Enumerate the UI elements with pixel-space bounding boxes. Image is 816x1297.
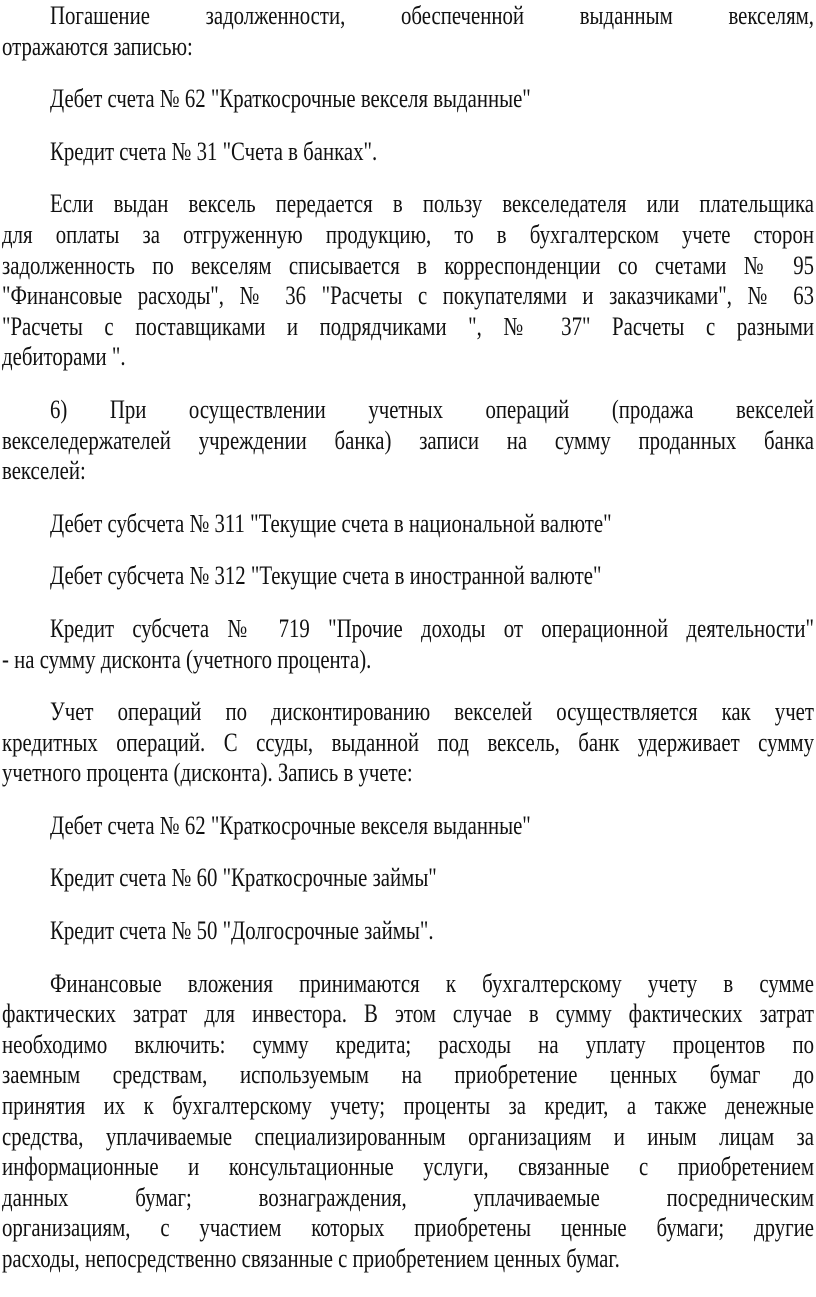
text-line: Кредит счета № 31 "Счета в банках". (50, 136, 378, 166)
paragraph (2, 137, 814, 168)
text-line: Кредит счета № 50 "Долгосрочные займы". (50, 916, 434, 946)
text-line: Если выдан вексель передается в пользу векселедателя или плательщика (50, 189, 814, 219)
text-line: информационные и консультационные услуги, связанные с приобретением (2, 1152, 814, 1182)
paragraph (2, 561, 814, 592)
document-body (2, 0, 814, 1297)
paragraph (2, 916, 814, 947)
paragraph (2, 509, 814, 540)
text-line: заемным средствам, используемым на приобретение ценных бумаг до (2, 1060, 814, 1090)
text-line: дебиторами ". (2, 342, 126, 372)
text-line: Дебет счета № 62 "Краткосрочные векселя выданные" (50, 84, 531, 114)
text-line: векселедержателей учреждении банка) записи на сумму проданных банка (2, 425, 814, 455)
text-line: организациям, с участием которых приобретены ценные бумаги; другие (2, 1213, 814, 1243)
text-line: необходимо включить: сумму кредита; расходы на уплату процентов по (2, 1029, 814, 1059)
paragraph (2, 189, 814, 373)
text-line: учетного процента (дисконта). Запись в учете: (2, 758, 413, 788)
text-line: Кредит счета № 60 "Краткосрочные займы" (50, 863, 437, 893)
text-line: для оплаты за отгруженную продукцию, то в бухгалтерском учете сторон (2, 219, 814, 249)
paragraph (2, 697, 814, 789)
text-line: Погашение задолженности, обеспеченной выданным векселям, (50, 1, 814, 30)
text-line: Дебет субсчета № 311 "Текущие счета в национальной валюте" (50, 508, 612, 538)
paragraph (2, 1, 814, 62)
paragraph (2, 811, 814, 842)
text-line: отражаются записью: (2, 31, 193, 61)
paragraph (2, 84, 814, 115)
text-line: Финансовые вложения принимаются к бухгалтерскому учету в сумме (50, 968, 814, 998)
paragraph (2, 969, 814, 1275)
text-line: принятия их к бухгалтерскому учету; проценты за кредит, а также денежные (2, 1091, 814, 1121)
text-line: "Расчеты с поставщиками и подрядчиками ", № 37" Расчеты с разными (2, 311, 814, 341)
paragraph (2, 395, 814, 487)
text-line: фактических затрат для инвестора. В этом случае в сумму фактических затрат (2, 999, 814, 1029)
text-line: Учет операций по дисконтированию векселей осуществляется как учет (50, 697, 814, 727)
text-line: Кредит субсчета № 719 "Прочие доходы от операционной деятельности" (50, 613, 814, 643)
text-line: расходы, непосредственно связанные с приобретением ценных бумаг. (2, 1244, 620, 1273)
paragraph (2, 614, 814, 675)
text-line: кредитных операций. С ссуды, выданной под вексель, банк удерживает сумму (2, 727, 814, 757)
text-line: задолженность по векселям списывается в корреспонденции со счетами № 95 (2, 250, 814, 280)
text-line: данных бумаг; вознаграждения, уплачиваемые посредническим (2, 1182, 814, 1212)
text-line: "Финансовые расходы", № 36 "Расчеты с покупателями и заказчиками", № 63 (2, 281, 814, 311)
text-line: Дебет субсчета № 312 "Текущие счета в иностранной валюте" (50, 561, 602, 591)
paragraph (2, 863, 814, 894)
text-line: - на сумму дисконта (учетного процента). (2, 644, 372, 674)
text-line: 6) При осуществлении учетных операций (продажа векселей (50, 394, 814, 424)
text-line: средства, уплачиваемые специализированным организациям и иным лицам за (2, 1121, 814, 1151)
text-line: векселей: (2, 456, 86, 486)
text-line: Дебет счета № 62 "Краткосрочные векселя выданные" (50, 810, 531, 840)
